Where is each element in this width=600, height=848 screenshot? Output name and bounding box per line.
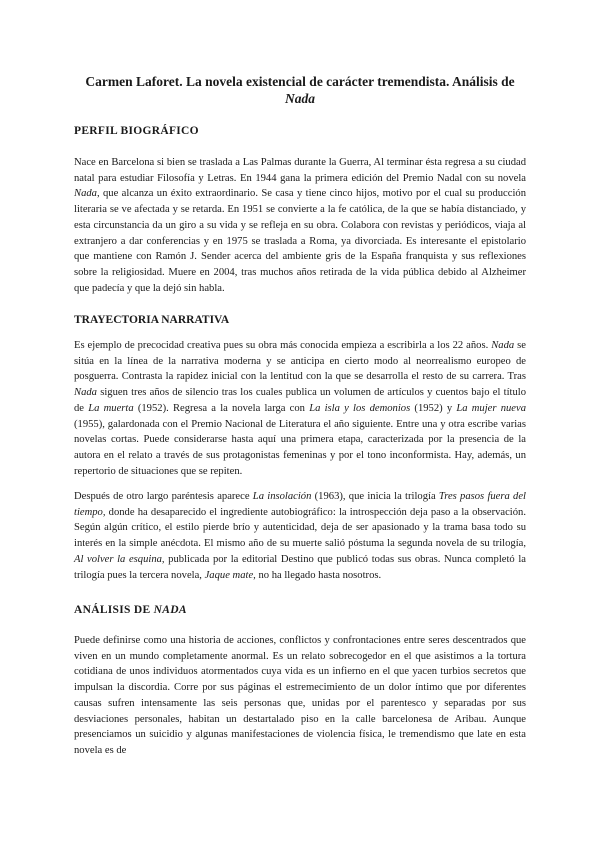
- section-heading-perfil: PERFIL BIOGRÁFICO: [74, 125, 199, 137]
- section-heading-analisis: ANÁLISIS DE NADA: [74, 604, 187, 616]
- paragraph-trayectoria-1: Es ejemplo de precocidad creativa pues su obra más conocida empieza a escribirla a los 22 años. Nada se sitúa en la línea de la narrativa moderna y se anticipa en cierto modo al neorrealismo europeo de posguerra. Contrasta la rapidez inicial con la lentitud con la que se desarrolla el resto de su carrera. Tras Nada siguen tres años de silencio tras los cuales publica un volumen de artículos y cuentos bajo el título de La muerta (1952). Regresa a la novela larga con La isla y los demonios (1952) y La mujer nueva (1955), galardonada con el Premio Nacional de Literatura el año siguiente. Entre una y otra escribe varias novelas cortas. Puede considerarse hasta aquí una primera etapa, caracterizada por la presencia de la autora en el relato a través de sus protagonistas femeninas y por el tono inconformista. Hay, además, un repertorio de situaciones que se repiten.: [74, 340, 526, 477]
- paragraph-trayectoria-2: Después de otro largo paréntesis aparece La insolación (1963), que inicia la trilogía Tres pasos fuera del tiempo, donde ha desaparecido el ingrediente autobiográfico: la introspección deja paso a la observación. Según algún crítico, el estilo pierde brío y autenticidad, deja de ser apasionado y la trama basa todo su interés en la simple anécdota. El mismo año de su muerte salió póstuma la segunda novela de su trilogía, Al volver la esquina, publicada por la editorial Destino que publicó todas sus obras. Nunca completó la trilogía pues la tercera novela, Jaque mate, no ha llegado hasta nosotros.: [74, 491, 527, 581]
- title-line-2: Nada: [285, 91, 315, 106]
- paragraph-analisis: Puede definirse como una historia de acciones, conflictos y confrontaciones entre seres descentrados que viven en un mundo completamente anormal. Es un relato sobrecogedor en el que asistimos a la tortura cotidiana de unos individuos atormentados cuya vida es un infierno en el que yacen turbios secretos que impulsan la discordia. Corre por sus páginas el estremecimiento de un dolor íntimo que por diferentes causas sufren intensamente las seis personas que, unidas por el parentesco y separadas por sus desviaciones personales, habitan un destartalado piso en la calle barcelonesa de Aribau. Aunque presenciamos un suicidio y algunas manifestaciones de violencia física, le tremendismo que late en esta novela es de: [74, 635, 526, 756]
- section-heading-trayectoria: TRAYECTORIA NARRATIVA: [74, 314, 230, 326]
- title-line-1: Carmen Laforet. La novela existencial de carácter tremendista. Análisis de: [85, 74, 515, 89]
- document-title: [74, 73, 526, 107]
- paragraph-perfil: Nace en Barcelona si bien se traslada a Las Palmas durante la Guerra, Al terminar ésta regresa a su ciudad natal para estudiar Filosofía y Letras. En 1944 gana la primera edición del Premio Nadal con su novela Nada, que alcanza un éxito extraordinario. Se casa y tiene cinco hijos, motivo por el cual su producción literaria se ve afectada y se retarda. En 1951 se convierte a la fe católica, de la que se había distanciado, y esta circunstancia da un giro a su vida y se refleja en su obra. Colabora con revistas y periódicos, viaja al extranjero a dar conferencias y en 1975 se traslada a Roma, ya divorciada. Es interesante el epistolario que mantiene con Ramón J. Sender acerca del ambiente gris de la España franquista y sus reflexiones sobre la religiosidad. Muere en 2004, tras muchos años retirada de la vida pública debido al Alzheimer que padecía y que la dejó sin habla.: [74, 157, 526, 294]
